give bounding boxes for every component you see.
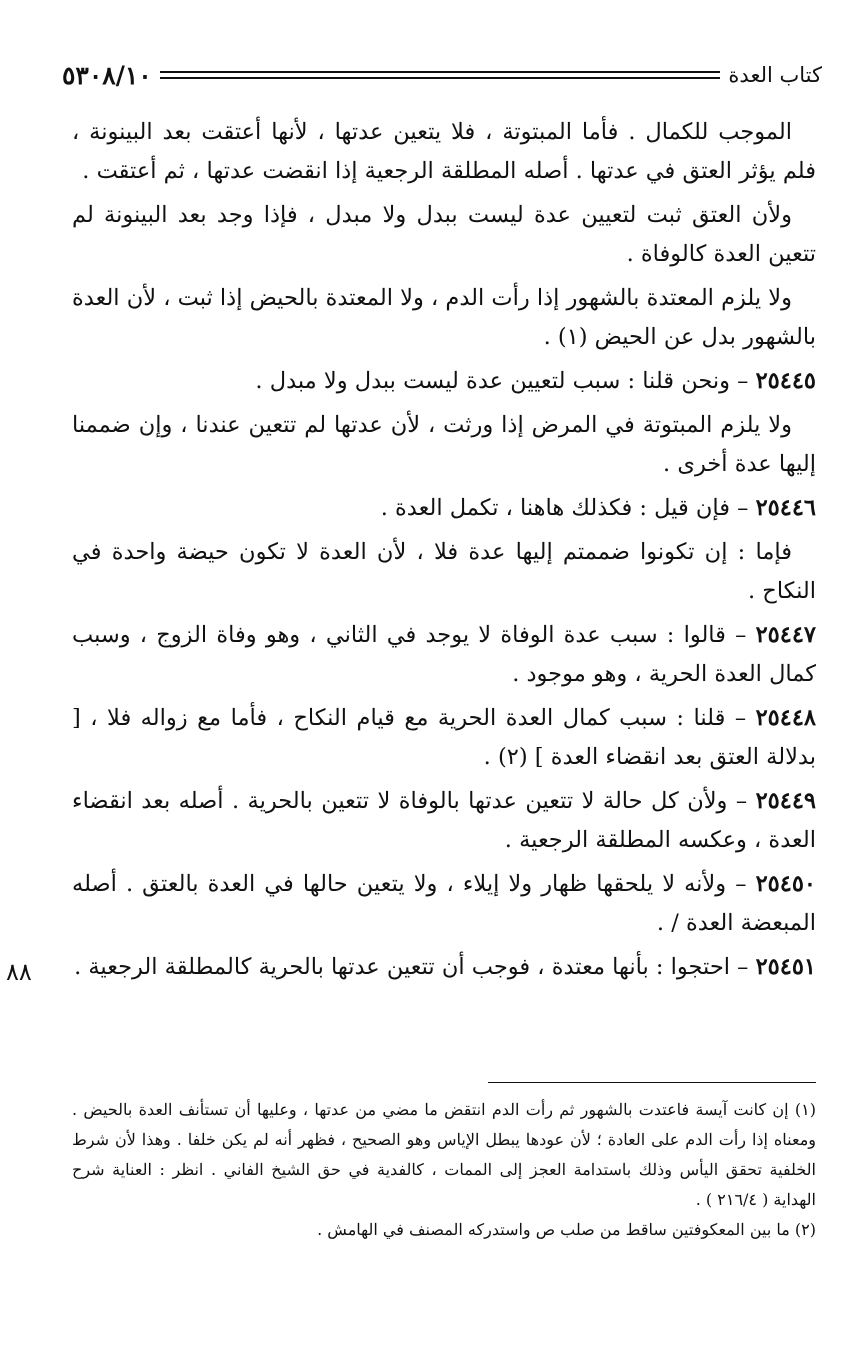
paragraph [72,196,816,274]
paragraph [72,406,816,484]
numbered-paragraph: ٢٥٤٤٧ – قالوا : سبب عدة الوفاة لا يوجد في الثاني ، وهو وفاة الزوج ، وسبب كمال العدة الحرية ، وهو موجود . [72,622,816,687]
paragraph [72,533,816,611]
footnote-separator [488,1082,816,1083]
paragraph-text: احتجوا : بأنها معتدة ، فوجب أن تتعين عدتها بالحرية كالمطلقة الرجعية . [74,954,730,980]
numbered-paragraph: ٢٥٤٤٥ – ونحن قلنا : سبب لتعيين عدة ليست ببدل ولا مبدل . [255,368,816,394]
paragraph-number: ٢٥٤٤٦ [755,495,816,521]
numbered-paragraph: ٢٥٤٤٩ – ولأن كل حالة لا تتعين عدتها بالوفاة لا تتعين بالحرية . أصله بعد انقضاء العدة ، وعكسه المطلقة الرجعية . [72,788,816,853]
paragraph-text: ولا يلزم المعتدة بالشهور إذا رأت الدم ، ولا المعتدة بالحيض إذا ثبت ، لأن العدة بالشهور بدل عن الحيض (١) . [72,285,816,350]
paragraph-number: ٢٥٤٥١ [755,954,816,980]
footnote: (١) إن كانت آيسة فاعتدت بالشهور ثم رأت الدم انتقض ما مضي من عدتها ، وعليها أن تستأنف العدة بالحيض . ومعناه إذا رأت الدم على العادة ؛ لأن عودها يبطل الإياس وهو الصحيح ، فظهر أنه لم يكن خلفا . وهذا لأن شرط الخلفية تحقق اليأس وذلك باستدامة العجز إلى الممات ، كالفدية في حق الشيخ الفاني . انظر : العناية شرح الهداية ( ٢١٦/٤ ) . [72,1100,816,1209]
page-number: ٥٣٠٨/١٠ [62,60,152,90]
paragraph-text: ولا يلزم المبتوتة في المرض إذا ورثت ، لأن عدتها لم تتعين عندنا ، وإن ضممنا إليها عدة أخرى . [72,412,816,477]
paragraph-number: ٢٥٤٤٥ [755,368,816,394]
paragraph-text: قلنا : سبب كمال العدة الحرية مع قيام النكاح ، فأما مع زواله فلا ، [ بدلالة العتق بعد انقضاء العدة ] (٢) . [72,705,816,770]
paragraph-number: ٢٥٤٥٠ [755,871,816,897]
paragraph-text: فإن قيل : فكذلك هاهنا ، تكمل العدة . [380,495,730,521]
paragraph-text: ولأن كل حالة لا تتعين عدتها بالوفاة لا تتعين بالحرية . أصله بعد انقضاء العدة ، وعكسه المطلقة الرجعية . [72,788,816,853]
paragraph-text: فإما : إن تكونوا ضممتم إليها عدة فلا ، لأن العدة لا تكون حيضة واحدة في النكاح . [72,539,816,604]
main-text [72,113,816,992]
paragraph-text: ونحن قلنا : سبب لتعيين عدة ليست ببدل ولا مبدل . [255,368,730,394]
header-rule [160,71,721,79]
paragraph-text: الموجب للكمال . فأما المبتوتة ، فلا يتعين عدتها ، لأنها أعتقت بعد البينونة ، فلم يؤثر العتق في عدتها . أصله المطلقة الرجعية إذا انقضت عدتها ، ثم أعتقت . [72,119,816,184]
numbered-paragraph: ٢٥٤٥١ – احتجوا : بأنها معتدة ، فوجب أن تتعين عدتها بالحرية كالمطلقة الرجعية . [74,954,816,980]
paragraph-text: قالوا : سبب عدة الوفاة لا يوجد في الثاني ، وهو وفاة الزوج ، وسبب كمال العدة الحرية ، وهو موجود . [72,622,816,687]
page-header [62,58,822,92]
numbered-paragraph: ٢٥٤٤٦ – فإن قيل : فكذلك هاهنا ، تكمل العدة . [380,495,816,521]
footnotes [72,1095,816,1245]
paragraph-number: ٢٥٤٤٨ [755,705,816,731]
numbered-paragraph: ٢٥٤٥٠ – ولأنه لا يلحقها ظهار ولا إيلاء ، ولا يتعين حالها في العدة بالعتق . أصله المبعضة العدة / . [72,871,816,936]
numbered-paragraph: ٢٥٤٤٨ – قلنا : سبب كمال العدة الحرية مع قيام النكاح ، فأما مع زواله فلا ، [ بدلالة العتق بعد انقضاء العدة ] (٢) . [72,705,816,770]
paragraph-number: ٢٥٤٤٩ [755,788,816,814]
margin-page-number: ٨٨ [6,958,32,986]
paragraph [72,113,816,191]
paragraph-number: ٢٥٤٤٧ [755,622,816,648]
paragraph [72,279,816,357]
paragraph-text: ولأن العتق ثبت لتعيين عدة ليست ببدل ولا مبدل ، فإذا وجد بعد البينونة لم تتعين العدة كالوفاة . [72,202,816,267]
paragraph-text: ولأنه لا يلحقها ظهار ولا إيلاء ، ولا يتعين حالها في العدة بالعتق . أصله المبعضة العدة / . [72,871,816,936]
footnote: (٢) ما بين المعكوفتين ساقط من صلب ص واستدركه المصنف في الهامش . [317,1220,816,1239]
book-title: كتاب العدة [728,63,822,87]
